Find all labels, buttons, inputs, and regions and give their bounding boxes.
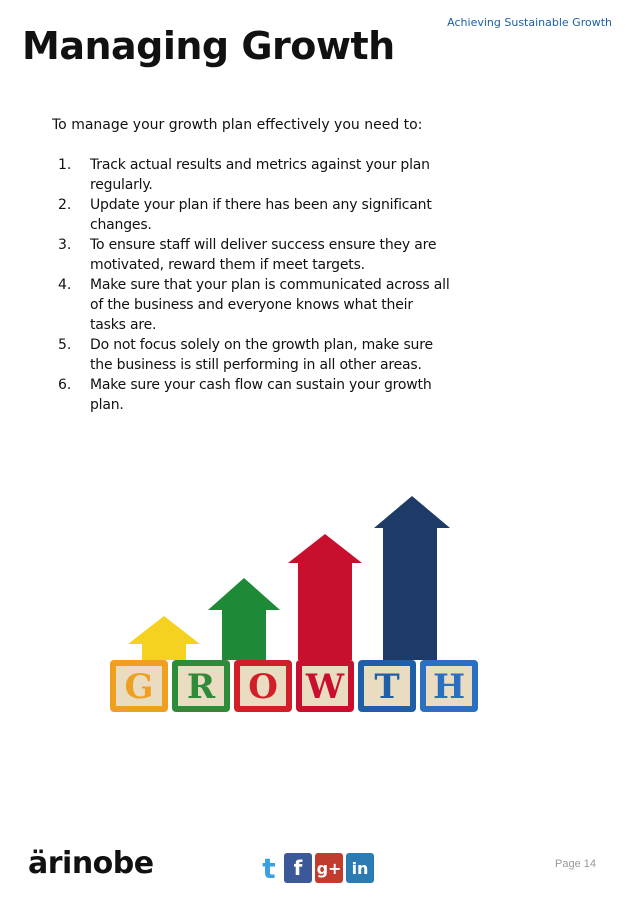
list-item [52, 155, 452, 195]
list-number: 4. [58, 277, 72, 293]
growth-illustration [100, 490, 500, 720]
linkedin-icon[interactable]: in [346, 853, 374, 883]
list-text: Track actual results and metrics against your plan regularly. [90, 157, 430, 193]
steps-list [52, 155, 452, 415]
letter-block-letter: R [186, 667, 216, 707]
brand-logo: ärinobe [28, 846, 154, 881]
list-text: Make sure your cash flow can sustain your growth plan. [90, 377, 432, 413]
arrow-green-head [208, 578, 280, 610]
list-item [52, 235, 452, 275]
arrow-navy-head [374, 496, 450, 528]
letter-block-letter: W [305, 667, 345, 707]
list-number: 6. [58, 377, 72, 393]
twitter-icon[interactable]: t [262, 851, 276, 885]
list-item [52, 275, 452, 335]
list-item [52, 375, 452, 415]
arrow-navy-shaft [383, 526, 437, 660]
letter-block-letter: O [248, 667, 278, 707]
list-number: 5. [58, 337, 72, 353]
google-plus-icon[interactable]: g+ [315, 853, 343, 883]
list-number: 3. [58, 237, 72, 253]
letter-block-letter: G [124, 667, 154, 707]
arrow-yellow-head [128, 616, 200, 644]
letter-block [358, 660, 416, 712]
letter-block-letter: H [432, 667, 466, 707]
intro-text: To manage your growth plan effectively you need to: [52, 117, 423, 133]
facebook-icon[interactable]: f [284, 853, 312, 883]
arrow-red-shaft [298, 560, 352, 660]
growth-blocks [110, 660, 478, 712]
page-title: Managing Growth [22, 24, 395, 68]
list-text: Update your plan if there has been any significant changes. [90, 197, 432, 233]
arrow-yellow-shaft [142, 642, 186, 660]
list-text: Do not focus solely on the growth plan, make sure the business is still performing in all other areas. [90, 337, 433, 373]
page-number: Page 14 [555, 858, 596, 870]
arrow-green-shaft [222, 608, 266, 660]
list-item [52, 195, 452, 235]
letter-block [420, 660, 478, 712]
letter-block [172, 660, 230, 712]
letter-block-letter: T [374, 667, 400, 707]
growth-arrows [128, 496, 450, 660]
header-section-label: Achieving Sustainable Growth [447, 16, 612, 29]
letter-block [234, 660, 292, 712]
list-number: 1. [58, 157, 72, 173]
list-item [52, 335, 452, 375]
list-text: To ensure staff will deliver success ensure they are motivated, reward them if meet targets. [90, 237, 437, 273]
letter-block [110, 660, 168, 712]
social-icons [257, 853, 374, 883]
arrow-red-head [288, 534, 362, 563]
list-text: Make sure that your plan is communicated across all of the business and everyone knows what their tasks are. [90, 277, 450, 333]
letter-block [296, 660, 354, 712]
list-number: 2. [58, 197, 72, 213]
